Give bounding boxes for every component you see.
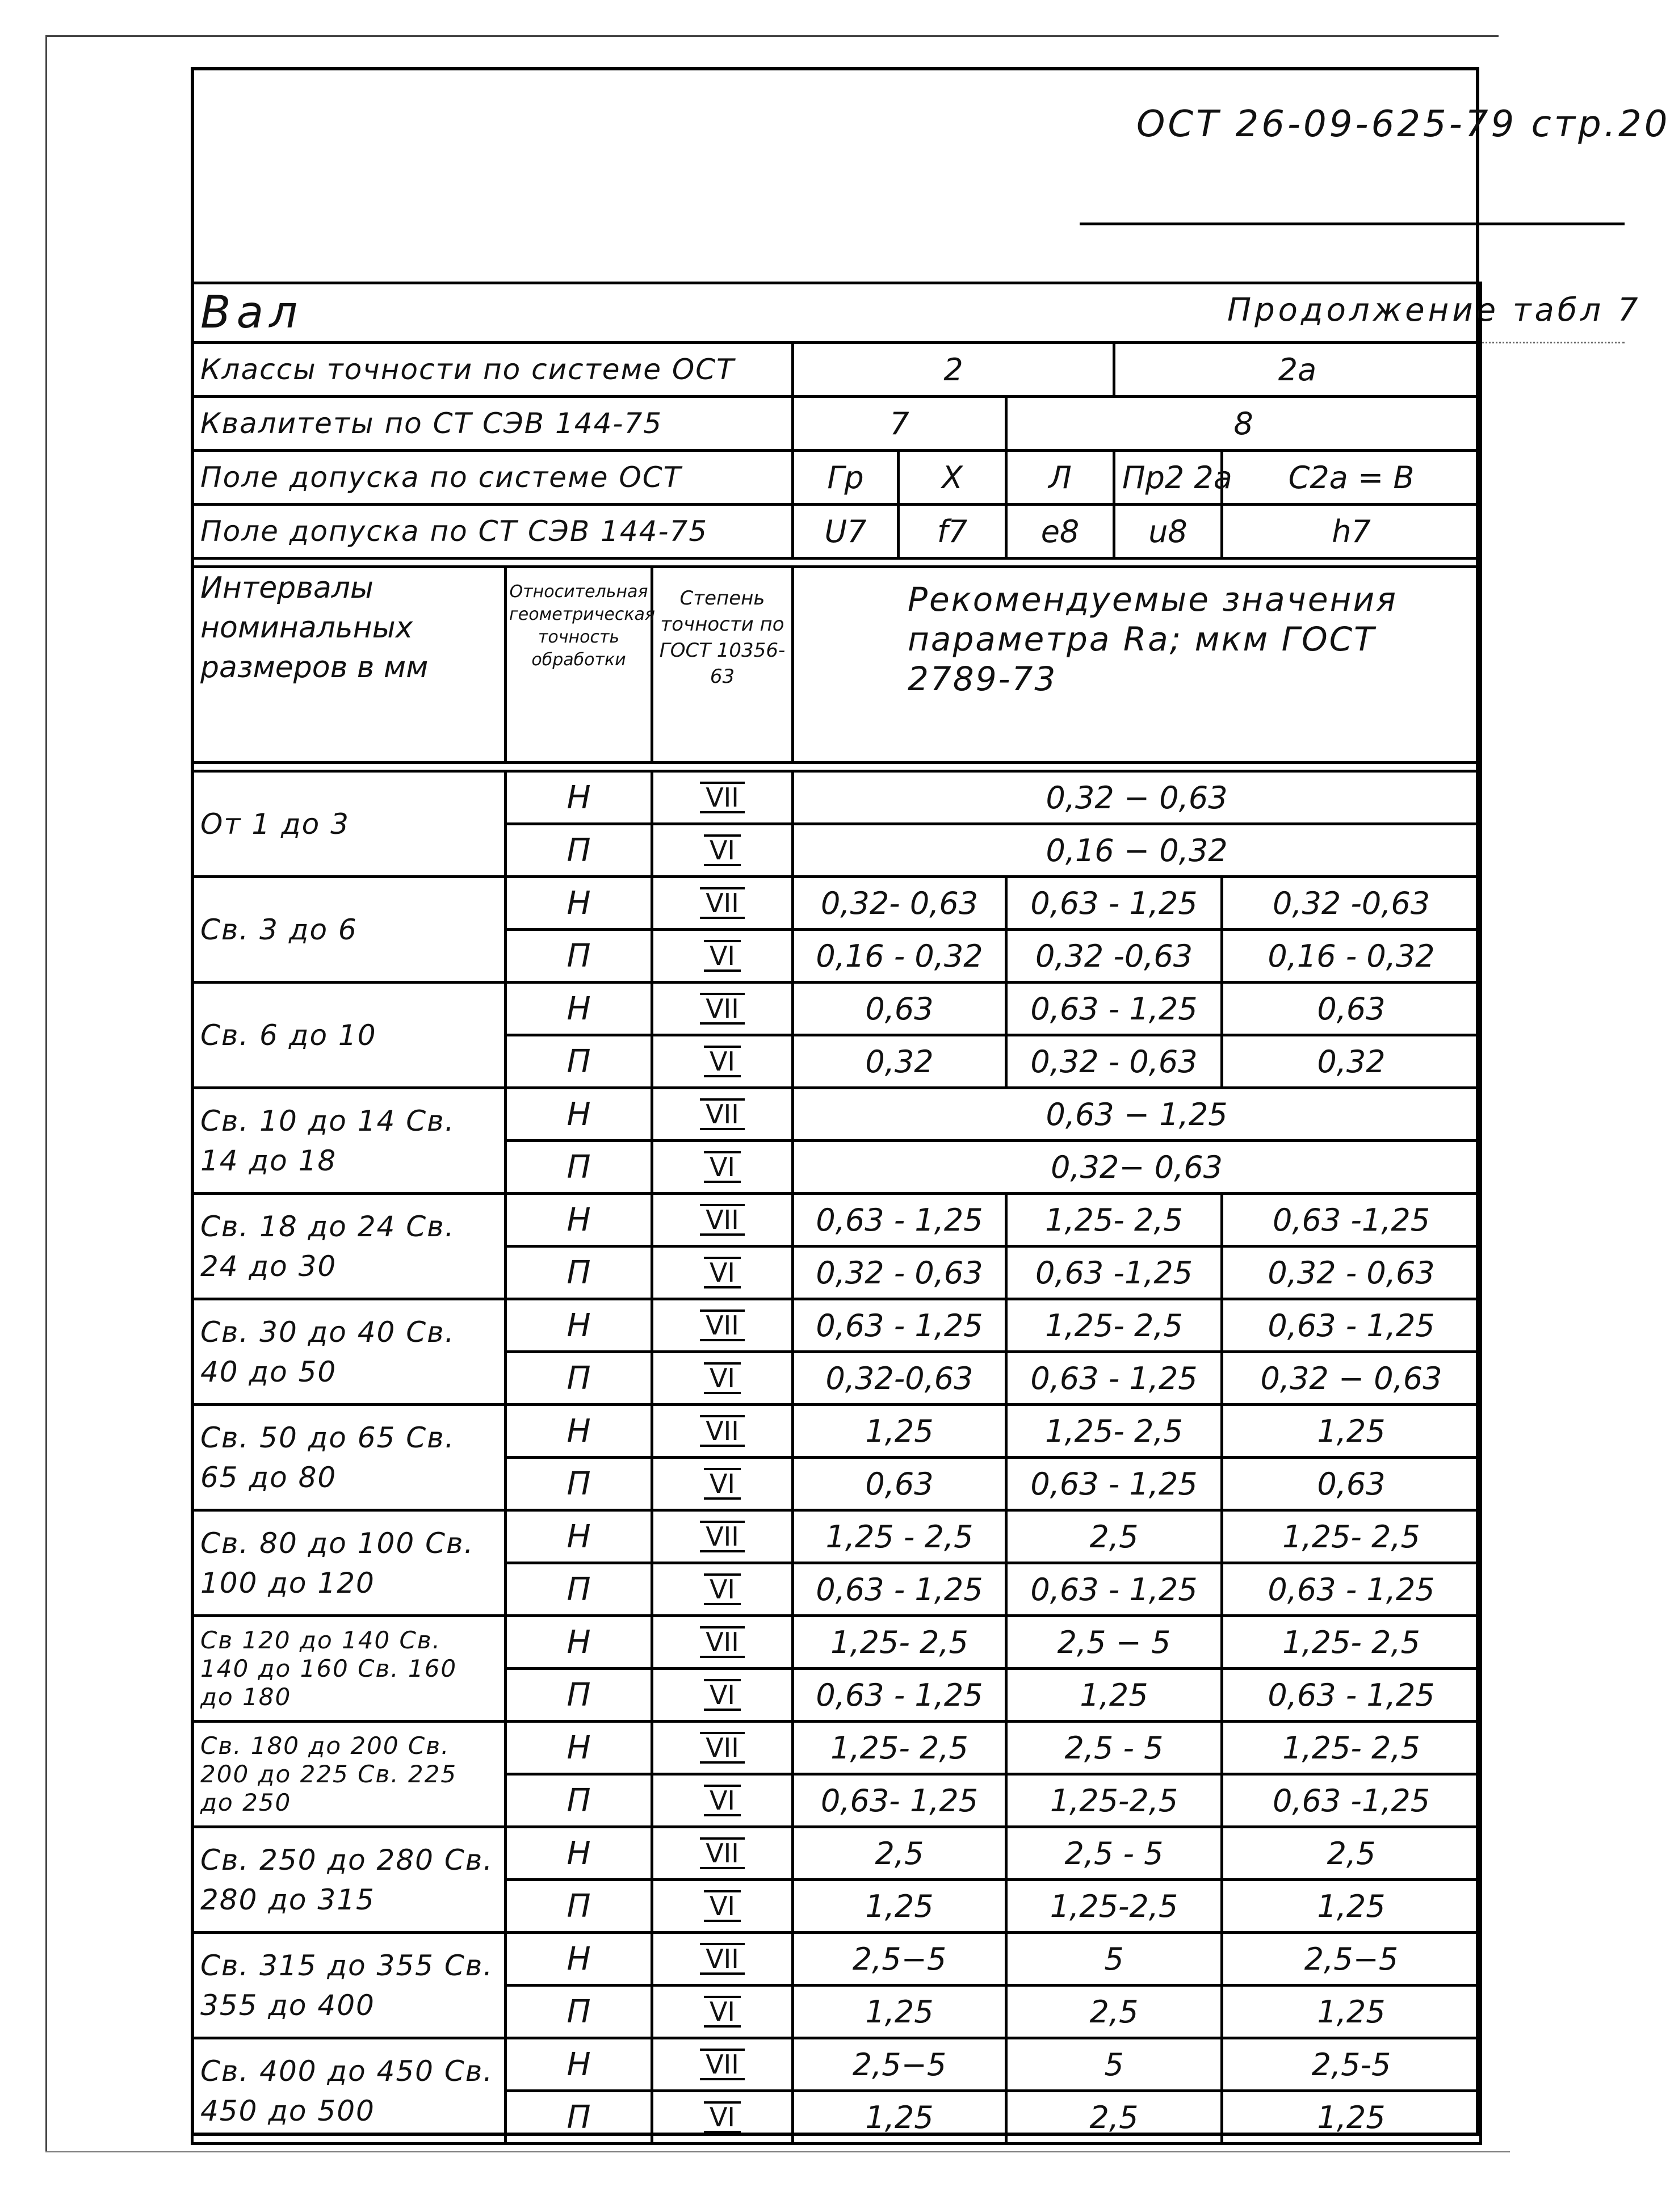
size-interval-cell: Св. 6 до 10 xyxy=(192,983,506,1088)
ra-value-cell: 2,5−5 xyxy=(793,1933,1006,1986)
ra-value-cell: 2,5 xyxy=(793,1827,1006,1880)
ra-value-cell: 0,32 − 0,63 xyxy=(793,771,1481,824)
ra-value-cell: 2,5 xyxy=(1006,1986,1222,2038)
ra-value-cell: 1,25 xyxy=(793,1880,1006,1933)
degree-cell xyxy=(652,1299,793,1352)
size-interval-cell: От 1 до 3 xyxy=(192,771,506,877)
relative-accuracy-cell: Н xyxy=(506,1722,652,1774)
ra-value-cell: 2,5 − 5 xyxy=(1006,1616,1222,1669)
relative-accuracy-cell: П xyxy=(506,1986,652,2038)
tolerance-sev-row xyxy=(192,505,1481,559)
degree-cell xyxy=(652,2091,793,2144)
tolerance-sev-cell: f7 xyxy=(899,505,1006,559)
table-row xyxy=(192,1194,1481,1246)
degree-value: VII xyxy=(700,782,745,813)
degree-cell xyxy=(652,1246,793,1299)
degree-value: VI xyxy=(704,1890,741,1922)
ra-value-cell: 1,25 xyxy=(1222,1880,1481,1933)
relative-accuracy-cell: П xyxy=(506,1141,652,1194)
ra-value-cell: 1,25 xyxy=(793,1405,1006,1458)
ra-value-cell: 1,25-2,5 xyxy=(1006,1880,1222,1933)
ra-value-cell: 2,5 xyxy=(1222,1827,1481,1880)
relative-accuracy-cell: П xyxy=(506,2091,652,2144)
degree-value: VII xyxy=(700,1521,745,1552)
degree-cell xyxy=(652,1669,793,1722)
tolerance-ost-cell: Гр xyxy=(793,451,899,505)
ra-value-cell: 1,25 xyxy=(1222,1986,1481,2038)
scan-border-top xyxy=(45,35,1499,37)
ra-value-cell: 2,5−5 xyxy=(793,2038,1006,2091)
ra-value-cell: 0,16 - 0,32 xyxy=(1222,930,1481,983)
degree-value: VII xyxy=(700,993,745,1025)
table-continuation-note: Продолжение табл 7 xyxy=(1227,292,1642,329)
relative-accuracy-cell: П xyxy=(506,930,652,983)
size-interval-cell: Св. 10 до 14 Св. 14 до 18 xyxy=(192,1088,506,1194)
tolerance-ost-cell: Л xyxy=(1006,451,1114,505)
ra-value-cell: 0,32− 0,63 xyxy=(793,1141,1481,1194)
size-interval-cell: Св. 80 до 100 Св. 100 до 120 xyxy=(192,1510,506,1616)
ra-value-cell: 1,25- 2,5 xyxy=(793,1616,1006,1669)
ra-value-cell: 0,63 - 1,25 xyxy=(1222,1299,1481,1352)
ra-value-cell: 0,32 -0,63 xyxy=(1006,930,1222,983)
intervals-column-header: Интервалы номинальных размеров в мм xyxy=(192,567,506,763)
ra-value-cell: 0,32 -0,63 xyxy=(1222,877,1481,930)
ra-value-cell: 0,63 - 1,25 xyxy=(1006,877,1222,930)
ra-value-cell: 0,63 xyxy=(793,983,1006,1035)
recommended-ra-column-header: Рекомендуемые значения параметра Ra; мкм ГОСТ 2789-73 xyxy=(793,567,1481,763)
ra-value-cell: 0,32 xyxy=(793,1035,1006,1088)
relative-accuracy-cell: Н xyxy=(506,1510,652,1563)
tolerance-sev-cell: u8 xyxy=(1114,505,1222,559)
ra-value-cell: 0,63 -1,25 xyxy=(1222,1194,1481,1246)
ra-value-cell: 2,5 xyxy=(1006,2091,1222,2144)
ra-value-cell: 1,25- 2,5 xyxy=(1222,1722,1481,1774)
ra-value-cell: 1,25-2,5 xyxy=(1006,1774,1222,1827)
table-row xyxy=(192,2038,1481,2091)
degree-cell xyxy=(652,1986,793,2038)
ra-value-cell: 1,25- 2,5 xyxy=(1006,1405,1222,1458)
degree-value: VI xyxy=(704,1362,741,1394)
ra-value-cell: 1,25 xyxy=(1006,1669,1222,1722)
relative-accuracy-cell: Н xyxy=(506,877,652,930)
ra-value-cell: 1,25 xyxy=(793,2091,1006,2144)
size-interval-cell: Св. 400 до 450 Св. 450 до 500 xyxy=(192,2038,506,2144)
degree-value: VI xyxy=(704,2101,741,2133)
accuracy-class-label: Классы точности по системе ОСТ xyxy=(192,343,793,397)
degree-cell xyxy=(652,1458,793,1510)
table-title: Вал xyxy=(192,283,1481,343)
ra-value-cell: 0,32 - 0,63 xyxy=(793,1246,1006,1299)
table-row xyxy=(192,1722,1481,1774)
relative-accuracy-column-header: Относительная геометрическая точность обработки xyxy=(506,567,652,763)
degree-column-header: Степень точности по ГОСТ 10356-63 xyxy=(652,567,793,763)
ra-value-cell: 0,63 - 1,25 xyxy=(793,1563,1006,1616)
scan-border-left xyxy=(45,35,47,2152)
degree-value: VI xyxy=(704,1996,741,2028)
degree-value: VII xyxy=(700,1098,745,1130)
degree-value: VII xyxy=(700,1837,745,1869)
ra-value-cell: 0,63 - 1,25 xyxy=(1006,1458,1222,1510)
degree-cell xyxy=(652,1722,793,1774)
degree-value: VI xyxy=(704,1151,741,1183)
degree-cell xyxy=(652,1405,793,1458)
relative-accuracy-cell: П xyxy=(506,1774,652,1827)
ra-value-cell: 0,63 - 1,25 xyxy=(793,1669,1006,1722)
ra-value-cell: 0,32- 0,63 xyxy=(793,877,1006,930)
table-row xyxy=(192,1827,1481,1880)
degree-cell xyxy=(652,1616,793,1669)
ra-value-cell: 1,25- 2,5 xyxy=(1222,1616,1481,1669)
tolerance-ost-cell: Х xyxy=(899,451,1006,505)
relative-accuracy-cell: Н xyxy=(506,1194,652,1246)
degree-value: VII xyxy=(700,1415,745,1447)
table-row xyxy=(192,1616,1481,1669)
relative-accuracy-cell: П xyxy=(506,1880,652,1933)
degree-value: VII xyxy=(700,1626,745,1658)
document-code-underline xyxy=(1080,223,1625,225)
quality-7: 7 xyxy=(793,397,1006,451)
relative-accuracy-cell: Н xyxy=(506,1616,652,1669)
accuracy-class-2a: 2а xyxy=(1114,343,1481,397)
degree-value: VII xyxy=(700,1309,745,1341)
scan-border-bottom xyxy=(45,2151,1510,2152)
ra-value-cell: 0,63 - 1,25 xyxy=(1006,983,1222,1035)
degree-cell xyxy=(652,983,793,1035)
ra-value-cell: 1,25- 2,5 xyxy=(1006,1299,1222,1352)
tolerance-sev-cell: U7 xyxy=(793,505,899,559)
ra-value-cell: 0,32 - 0,63 xyxy=(1222,1246,1481,1299)
degree-value: VI xyxy=(704,1046,741,1077)
ra-value-cell: 2,5−5 xyxy=(1222,1933,1481,1986)
ra-value-cell: 0,63 -1,25 xyxy=(1222,1774,1481,1827)
ra-value-cell: 0,63 − 1,25 xyxy=(793,1088,1481,1141)
relative-accuracy-cell: Н xyxy=(506,1933,652,1986)
relative-accuracy-cell: П xyxy=(506,1458,652,1510)
relative-accuracy-cell: Н xyxy=(506,771,652,824)
degree-cell xyxy=(652,1352,793,1405)
accuracy-class-row xyxy=(192,343,1481,397)
table-row xyxy=(192,983,1481,1035)
table-row xyxy=(192,1510,1481,1563)
size-interval-cell: Св. 50 до 65 Св. 65 до 80 xyxy=(192,1405,506,1510)
table-row xyxy=(192,1933,1481,1986)
degree-value: VII xyxy=(700,887,745,919)
table-row xyxy=(192,771,1481,824)
degree-cell xyxy=(652,930,793,983)
degree-value: VI xyxy=(704,1679,741,1711)
degree-cell xyxy=(652,877,793,930)
tolerance-sev-cell: h7 xyxy=(1222,505,1481,559)
quality-8: 8 xyxy=(1006,397,1481,451)
relative-accuracy-cell: Н xyxy=(506,983,652,1035)
ra-value-cell: 1,25- 2,5 xyxy=(1006,1194,1222,1246)
degree-cell xyxy=(652,1774,793,1827)
degree-cell xyxy=(652,1563,793,1616)
ra-value-cell: 0,63 - 1,25 xyxy=(1006,1352,1222,1405)
degree-value: VI xyxy=(704,1785,741,1816)
ra-value-cell: 0,63 xyxy=(1222,1458,1481,1510)
degree-value: VII xyxy=(700,2049,745,2080)
degree-value: VII xyxy=(700,1943,745,1975)
size-interval-cell: Св 120 до 140 Св. 140 до 160 Св. 160 до 180 xyxy=(192,1616,506,1722)
ra-value-cell: 0,63 xyxy=(1222,983,1481,1035)
degree-cell xyxy=(652,824,793,877)
ra-value-cell: 2,5-5 xyxy=(1222,2038,1481,2091)
degree-value: VI xyxy=(704,1257,741,1288)
section-separator xyxy=(192,559,1481,567)
degree-cell xyxy=(652,1827,793,1880)
ra-value-cell: 0,63 - 1,25 xyxy=(1006,1563,1222,1616)
ra-value-cell: 1,25 xyxy=(1222,2091,1481,2144)
size-interval-cell: Св. 3 до 6 xyxy=(192,877,506,983)
size-interval-cell: Св. 180 до 200 Св. 200 до 225 Св. 225 до 250 xyxy=(192,1722,506,1827)
tolerance-sev-label: Поле допуска по СТ СЭВ 144-75 xyxy=(192,505,793,559)
degree-cell xyxy=(652,1141,793,1194)
relative-accuracy-cell: Н xyxy=(506,1827,652,1880)
tolerance-ost-cell: С2а = В xyxy=(1222,451,1481,505)
ra-value-cell: 1,25- 2,5 xyxy=(1222,1510,1481,1563)
ra-value-cell: 0,16 - 0,32 xyxy=(793,930,1006,983)
ra-value-cell: 5 xyxy=(1006,2038,1222,2091)
tolerance-ost-cell: Пр2 2а xyxy=(1114,451,1222,505)
ra-value-cell: 1,25 xyxy=(1222,1405,1481,1458)
relative-accuracy-cell: П xyxy=(506,1352,652,1405)
table-row xyxy=(192,1088,1481,1141)
ra-value-cell: 0,63 - 1,25 xyxy=(793,1299,1006,1352)
degree-value: VI xyxy=(704,1573,741,1605)
ra-value-cell: 0,32 − 0,63 xyxy=(1222,1352,1481,1405)
degree-value: VI xyxy=(704,834,741,866)
degree-cell xyxy=(652,1510,793,1563)
ra-value-cell: 0,63 -1,25 xyxy=(1006,1246,1222,1299)
ra-value-cell: 0,63- 1,25 xyxy=(793,1774,1006,1827)
column-header-row xyxy=(192,567,1481,763)
ra-value-cell: 2,5 xyxy=(1006,1510,1222,1563)
ra-value-cell: 1,25- 2,5 xyxy=(793,1722,1006,1774)
degree-cell xyxy=(652,1194,793,1246)
ra-value-cell: 0,16 − 0,32 xyxy=(793,824,1481,877)
accuracy-class-2: 2 xyxy=(793,343,1114,397)
ra-value-cell: 5 xyxy=(1006,1933,1222,1986)
quality-row xyxy=(192,397,1481,451)
ra-value-cell: 0,32 xyxy=(1222,1035,1481,1088)
degree-cell xyxy=(652,1933,793,1986)
section-separator xyxy=(192,763,1481,771)
ra-value-cell: 2,5 - 5 xyxy=(1006,1722,1222,1774)
ra-value-cell: 0,32-0,63 xyxy=(793,1352,1006,1405)
tolerance-sev-cell: e8 xyxy=(1006,505,1114,559)
relative-accuracy-cell: Н xyxy=(506,1405,652,1458)
ra-value-cell: 0,63 - 1,25 xyxy=(793,1194,1006,1246)
ra-value-cell: 1,25 - 2,5 xyxy=(793,1510,1006,1563)
table-row xyxy=(192,877,1481,930)
degree-value: VI xyxy=(704,940,741,972)
ra-value-cell: 0,63 - 1,25 xyxy=(1222,1563,1481,1616)
degree-value: VI xyxy=(704,1468,741,1500)
degree-cell xyxy=(652,2038,793,2091)
tolerance-table xyxy=(191,282,1482,2145)
relative-accuracy-cell: П xyxy=(506,1669,652,1722)
ra-value-cell: 0,32 - 0,63 xyxy=(1006,1035,1222,1088)
degree-value: VII xyxy=(700,1204,745,1236)
relative-accuracy-cell: Н xyxy=(506,1088,652,1141)
table-row xyxy=(192,1405,1481,1458)
degree-cell xyxy=(652,1088,793,1141)
ra-value-cell: 0,63 - 1,25 xyxy=(1222,1669,1481,1722)
relative-accuracy-cell: П xyxy=(506,1246,652,1299)
relative-accuracy-cell: Н xyxy=(506,1299,652,1352)
ra-value-cell: 2,5 - 5 xyxy=(1006,1827,1222,1880)
tolerance-ost-label: Поле допуска по системе ОСТ xyxy=(192,451,793,505)
degree-value: VII xyxy=(700,1732,745,1764)
relative-accuracy-cell: П xyxy=(506,824,652,877)
relative-accuracy-cell: П xyxy=(506,1563,652,1616)
ra-value-cell: 1,25 xyxy=(793,1986,1006,2038)
size-interval-cell: Св. 18 до 24 Св. 24 до 30 xyxy=(192,1194,506,1299)
table-row xyxy=(192,1299,1481,1352)
relative-accuracy-cell: П xyxy=(506,1035,652,1088)
quality-label: Квалитеты по СТ СЭВ 144-75 xyxy=(192,397,793,451)
tolerance-ost-row xyxy=(192,451,1481,505)
relative-accuracy-cell: Н xyxy=(506,2038,652,2091)
degree-cell xyxy=(652,1035,793,1088)
size-interval-cell: Св. 30 до 40 Св. 40 до 50 xyxy=(192,1299,506,1405)
size-interval-cell: Св. 250 до 280 Св. 280 до 315 xyxy=(192,1827,506,1933)
size-interval-cell: Св. 315 до 355 Св. 355 до 400 xyxy=(192,1933,506,2038)
document-code: ОСТ 26-09-625-79 стр.20 xyxy=(1136,103,1670,145)
ra-value-cell: 0,63 xyxy=(793,1458,1006,1510)
degree-cell xyxy=(652,771,793,824)
degree-cell xyxy=(652,1880,793,1933)
